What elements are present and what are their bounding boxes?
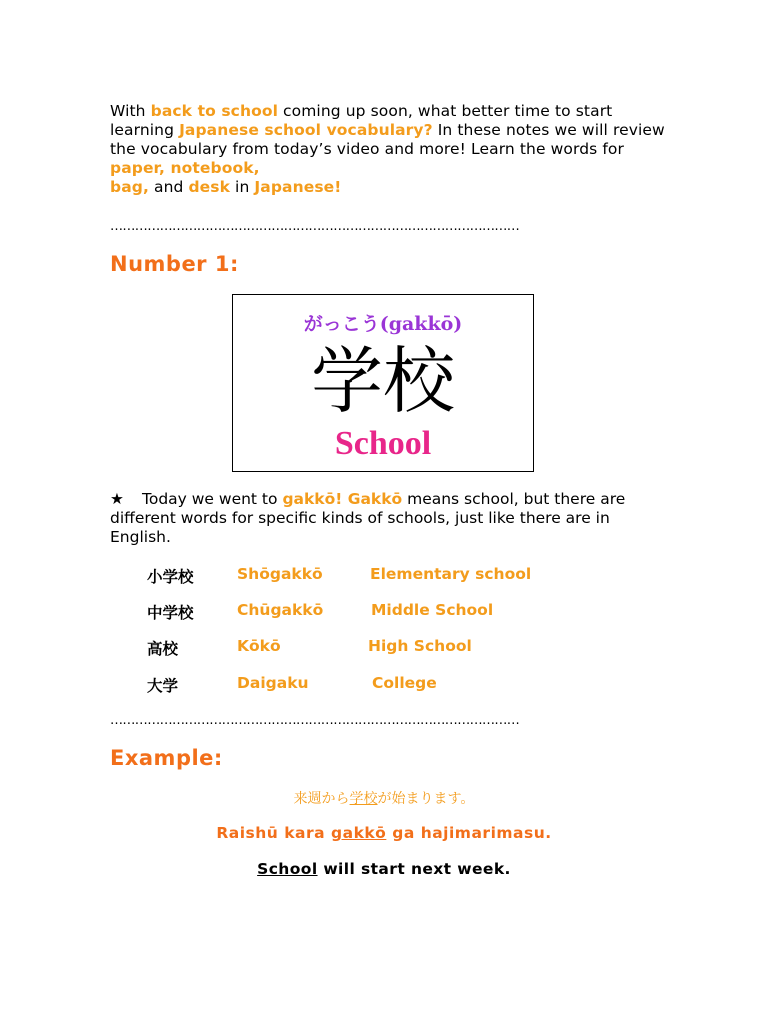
- school-type-romaji: Daigaku: [237, 674, 309, 692]
- intro-highlight-desk: desk: [188, 178, 231, 196]
- intro-text-5: in: [230, 178, 255, 196]
- school-type-japanese: 小学校: [147, 568, 194, 586]
- school-type-row: [0, 565, 768, 587]
- school-type-row: [0, 637, 768, 659]
- example-romaji-underlined: gakkō: [331, 824, 387, 842]
- school-type-romaji: Kōkō: [237, 637, 281, 655]
- example-en-underlined: School: [257, 860, 318, 878]
- school-type-japanese: 中学校: [147, 604, 194, 622]
- intro-highlight-japanese: Japanese!: [254, 178, 342, 196]
- section-heading-number-1: Number 1:: [110, 252, 239, 276]
- description-text-1: Today we went to: [142, 490, 283, 508]
- dotted-separator-1: ………………………………………………………………………………………: [110, 220, 520, 234]
- school-type-english: High School: [368, 637, 472, 655]
- description-paragraph: [110, 490, 670, 547]
- dotted-separator-2: ………………………………………………………………………………………: [110, 714, 520, 728]
- intro-highlight-bag: bag,: [110, 178, 149, 196]
- intro-highlight-back-to-school: back to school: [150, 102, 278, 120]
- school-type-english: Elementary school: [370, 565, 532, 583]
- example-jp-text-2: が始まります。: [377, 791, 475, 807]
- school-type-english: College: [372, 674, 437, 692]
- card-kanji: 学校: [310, 339, 455, 423]
- description-text-2: means school, but there are different words for specific kinds of schools, just like there are in English.: [110, 490, 626, 546]
- intro-highlight-vocabulary: Japanese school vocabulary?: [179, 121, 433, 139]
- example-romaji-text-2: ga hajimarimasu.: [386, 824, 552, 842]
- card-meaning: School: [334, 425, 432, 462]
- card-reading: がっこう(gakkō): [303, 313, 463, 335]
- intro-text-3: In these notes we will review the vocabulary from today’s video and more! Learn the words for: [110, 121, 665, 158]
- section-heading-example: Example:: [110, 746, 223, 770]
- vocab-card: [232, 294, 534, 472]
- example-en-text: will start next week.: [317, 860, 511, 878]
- intro-text-2: coming up soon, what better time to start learning: [110, 102, 613, 139]
- school-type-japanese: 大学: [147, 677, 179, 695]
- description-highlight-gakko: gakkō! Gakkō: [282, 490, 403, 508]
- school-type-romaji: Shōgakkō: [237, 565, 323, 583]
- star-icon: ★: [110, 490, 124, 508]
- school-type-row: [0, 601, 768, 623]
- intro-text-4: and: [148, 178, 189, 196]
- example-romaji-sentence: [0, 824, 768, 842]
- intro-highlight-paper-notebook: paper, notebook,: [110, 159, 260, 177]
- school-type-japanese: 高校: [147, 640, 179, 658]
- school-type-romaji: Chūgakkō: [237, 601, 324, 619]
- school-type-row: [0, 674, 768, 696]
- school-type-english: Middle School: [371, 601, 494, 619]
- intro-paragraph: [110, 102, 670, 197]
- example-jp-text-1: 来週から: [293, 791, 350, 807]
- example-english-sentence: [0, 860, 768, 878]
- example-japanese-sentence: [0, 788, 768, 808]
- intro-text-1: With: [110, 102, 151, 120]
- example-romaji-text-1: Raishū kara: [216, 824, 332, 842]
- example-jp-underlined: 学校: [349, 791, 378, 807]
